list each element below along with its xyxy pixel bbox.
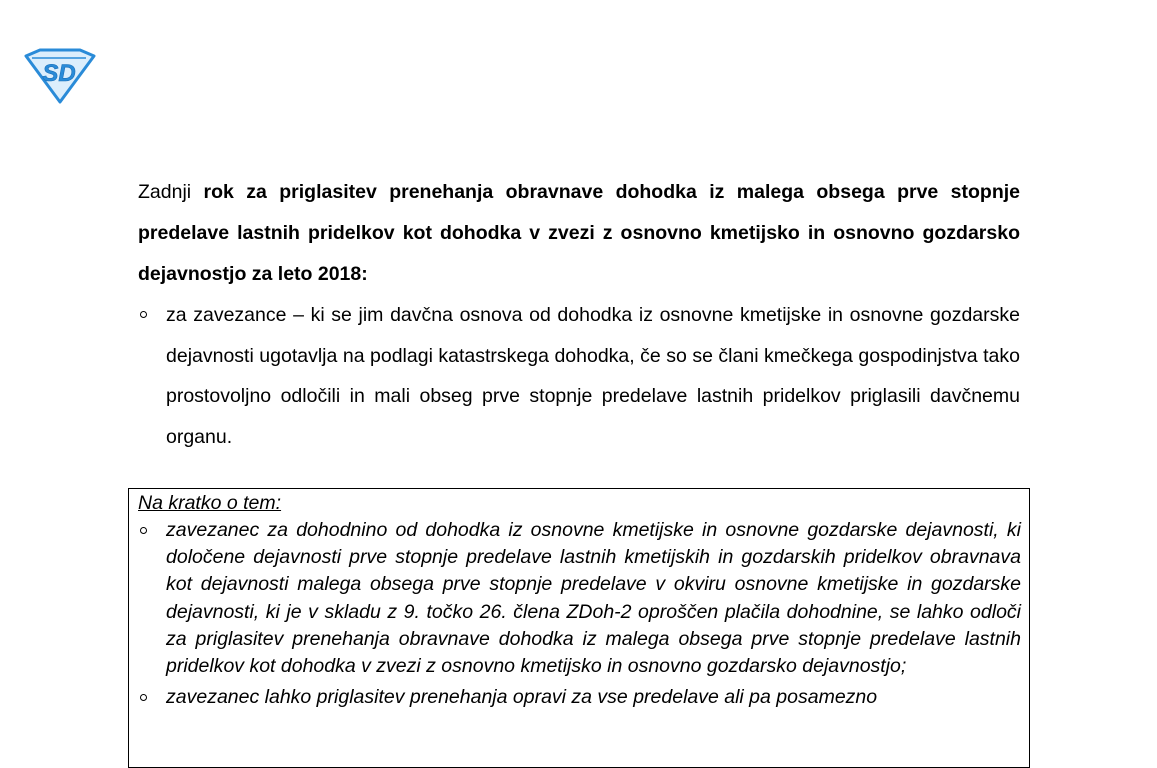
logo-letters: SD — [42, 60, 76, 87]
main-bullet-list — [138, 295, 1020, 457]
list-item-text: zavezanec za dohodnino od dohodka iz osnovne kmetijske in osnovne gozdarske dejavnosti, ki določene dejavnosti prve stopnje predelave lastnih kmetijskih in gozdarskih pridelkov obravnava kot dejavnosti malega obsega prve stopnje predelave v okviru osnovne kmetijske in gozdarske dejavnosti, ki je v skladu z 9. točko 26. člena ZDoh-2 oproščen plačila dohodnine, se lahko odloči za priglasitev prenehanja obravnave dohodka iz malega obsega prve stopnje predelave lastnih pridelkov kot dohodka v zvezi z osnovno kmetijsko in osnovno gozdarsko dejavnostjo; — [166, 519, 1021, 678]
company-logo — [22, 48, 96, 104]
intro-suffix: : — [361, 263, 368, 285]
summary-box — [128, 488, 1030, 768]
list-item — [138, 684, 1021, 711]
list-item-text: zavezanec lahko priglasitev prenehanja opravi za vse predelave ali pa posamezno — [166, 686, 878, 709]
list-item — [138, 295, 1020, 457]
list-item-text: za zavezance – ki se jim davčna osnova od dohodka iz osnovne kmetijske in osnovne gozdarske dejavnosti ugotavlja na podlagi katastrskega dohodka, če so se člani kmečkega gospodinjstva tako prostovoljno odločili in mali obseg prve stopnje predelave lastnih pridelkov priglasili davčnemu organu. — [166, 304, 1020, 448]
intro-prefix: Zadnji — [138, 181, 204, 203]
summary-list — [138, 517, 1021, 715]
intro-bold: rok za priglasitev prenehanja obravnave dohodka iz malega obsega prve stopnje predelave lastnih pridelkov kot dohodka v zvezi z osnovno kmetijsko in osnovno gozdarsko dejavnostjo za leto 2018 — [138, 181, 1020, 285]
intro-paragraph — [138, 172, 1020, 295]
bullet-icon — [140, 694, 147, 701]
bullet-icon — [140, 527, 147, 534]
bullet-icon — [140, 311, 147, 318]
list-item — [138, 517, 1021, 680]
summary-title: Na kratko o tem: — [138, 492, 282, 514]
